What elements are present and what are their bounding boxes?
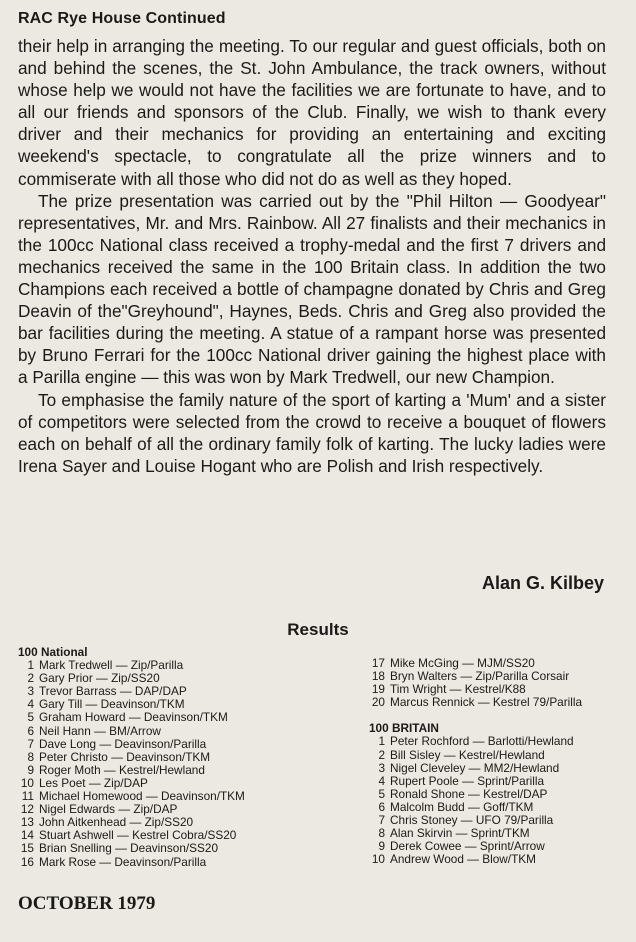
results-column-left xyxy=(18,646,348,869)
result-position: 1 xyxy=(27,658,34,673)
result-entry: Mark Rose — Deavinson/Parilla xyxy=(39,854,207,869)
result-position: 3 xyxy=(27,684,34,699)
result-entry: Peter Christo — Deavinson/TKM xyxy=(39,749,211,764)
result-row xyxy=(369,696,629,709)
result-entry: Andrew Wood — Blow/TKM xyxy=(390,852,536,867)
result-entry: Stuart Ashwell — Kestrel Cobra/SS20 xyxy=(39,828,237,843)
result-position: 18 xyxy=(371,669,385,684)
britain-results-list xyxy=(369,735,629,866)
result-entry: Mark Tredwell — Zip/Parilla xyxy=(39,658,184,673)
result-position: 10 xyxy=(20,775,34,790)
result-position: 2 xyxy=(378,747,385,762)
result-entry: Malcolm Budd — Goff/TKM xyxy=(390,799,534,814)
result-entry: Michael Homewood — Deavinson/TKM xyxy=(39,789,245,804)
result-position: 9 xyxy=(378,839,385,854)
national-results-list xyxy=(18,659,348,869)
result-position: 8 xyxy=(27,749,34,764)
article-paragraph: their help in arranging the meeting. To our regular and guest officials, both on and behind the scenes, the St. John Ambulance, the track owners, without whose help we would not have the facilities we are fortunate to have, and to all our friends and sponsors of the Club. Finally, we wish to thank every driver and their mechanics for providing an entertaining and exciting weekend's spectacle, to congratulate all the prize winners and to commiserate with all those who did not do as well as they hoped. xyxy=(18,36,606,189)
result-position: 11 xyxy=(21,789,34,804)
results-heading: Results xyxy=(287,620,349,639)
result-position: 9 xyxy=(27,762,34,777)
result-position: 4 xyxy=(378,773,385,788)
results-column-right xyxy=(369,657,629,866)
result-entry: Trevor Barrass — DAP/DAP xyxy=(39,684,187,699)
result-entry: Marcus Rennick — Kestrel 79/Parilla xyxy=(390,695,583,710)
result-position: 3 xyxy=(378,760,385,775)
result-entry: Chris Stoney — UFO 79/Parilla xyxy=(390,813,554,828)
result-entry: Ronald Shone — Kestrel/DAP xyxy=(390,786,548,801)
issue-date: OCTOBER 1979 xyxy=(18,893,156,914)
result-entry: Tim Wright — Kestrel/K88 xyxy=(390,682,526,697)
result-position: 10 xyxy=(371,852,385,867)
result-position: 19 xyxy=(371,682,385,697)
result-position: 17 xyxy=(371,656,385,670)
result-position: 15 xyxy=(20,841,34,856)
result-row xyxy=(369,853,629,866)
category-label-national: 100 National xyxy=(18,645,88,659)
author-signature: Alan G. Kilbey xyxy=(481,573,604,593)
result-position: 16 xyxy=(20,854,34,869)
result-entry: Brian Snelling — Deavinson/SS20 xyxy=(39,841,219,856)
result-position: 20 xyxy=(371,695,385,710)
result-entry: Peter Rochford — Barlotti/Hewland xyxy=(390,734,574,749)
result-position: 6 xyxy=(27,723,34,738)
result-entry: Nigel Cleveley — MM2/Hewland xyxy=(390,760,560,775)
result-entry: Roger Moth — Kestrel/Hewland xyxy=(39,762,205,777)
result-position: 7 xyxy=(378,813,385,828)
result-position: 6 xyxy=(378,799,385,814)
result-position: 13 xyxy=(20,815,34,830)
result-entry: Gary Prior — Zip/SS20 xyxy=(39,671,160,686)
category-label-britain: 100 BRITAIN xyxy=(369,721,439,736)
result-entry: Graham Howard — Deavinson/TKM xyxy=(39,710,228,725)
result-entry: Derek Cowee — Sprint/Arrow xyxy=(390,839,545,854)
article-body xyxy=(18,35,606,477)
result-position: 2 xyxy=(27,671,34,686)
result-position: 12 xyxy=(20,802,34,817)
result-entry: Les Poet — Zip/DAP xyxy=(39,775,148,790)
result-entry: Bill Sisley — Kestrel/Hewland xyxy=(390,747,545,762)
result-entry: Neil Hann — BM/Arrow xyxy=(39,723,161,738)
result-entry: John Aitkenhead — Zip/SS20 xyxy=(39,815,194,830)
result-entry: Nigel Edwards — Zip/DAP xyxy=(39,802,178,817)
result-position: 5 xyxy=(378,786,385,801)
result-entry: Mike McGing — MJM/SS20 xyxy=(390,656,535,670)
result-position: 14 xyxy=(20,828,34,843)
national-results-list-continued xyxy=(369,657,629,709)
article-paragraph: To emphasise the family nature of the sport of karting a 'Mum' and a sister of competitors were selected from the crowd to receive a bouquet of flowers each on behalf of all the ordinary family folk of karting. The lucky ladies were Irena Sayer and Louise Hogant who are Polish and Irish respectively. xyxy=(18,389,606,476)
result-position: 1 xyxy=(378,734,385,749)
result-entry: Bryn Walters — Zip/Parilla Corsair xyxy=(390,669,570,684)
article-paragraph: The prize presentation was carried out by the "Phil Hilton — Goodyear" representatives, Mr. and Mrs. Rainbow. All 27 finalists and their mechanics in the 100cc National class received a trophy-medal and the first 7 drivers and mechanics received the same in the 100 Britain class. In addition the two Champions each received a bottle of champagne donated by Chris and Greg Deavin of the"Greyhound", Haynes, Beds. Chris and Greg also provided the bar facilities during the meeting. A statue of a rampant horse was presented by Bruno Ferrari for the 100cc National driver gaining the highest place with a Parilla engine — this was won by Mark Tredwell, our new Champion. xyxy=(18,190,606,388)
result-position: 8 xyxy=(378,826,385,841)
result-row xyxy=(18,856,348,869)
result-entry: Gary Till — Deavinson/TKM xyxy=(39,697,185,712)
page-header: RAC Rye House Continued xyxy=(18,10,226,27)
result-entry: Dave Long — Deavinson/Parilla xyxy=(39,736,207,751)
result-position: 4 xyxy=(27,697,34,712)
result-position: 7 xyxy=(27,736,34,751)
result-entry: Alan Skirvin — Sprint/TKM xyxy=(390,826,530,841)
result-position: 5 xyxy=(27,710,34,725)
result-entry: Rupert Poole — Sprint/Parilla xyxy=(390,773,545,788)
